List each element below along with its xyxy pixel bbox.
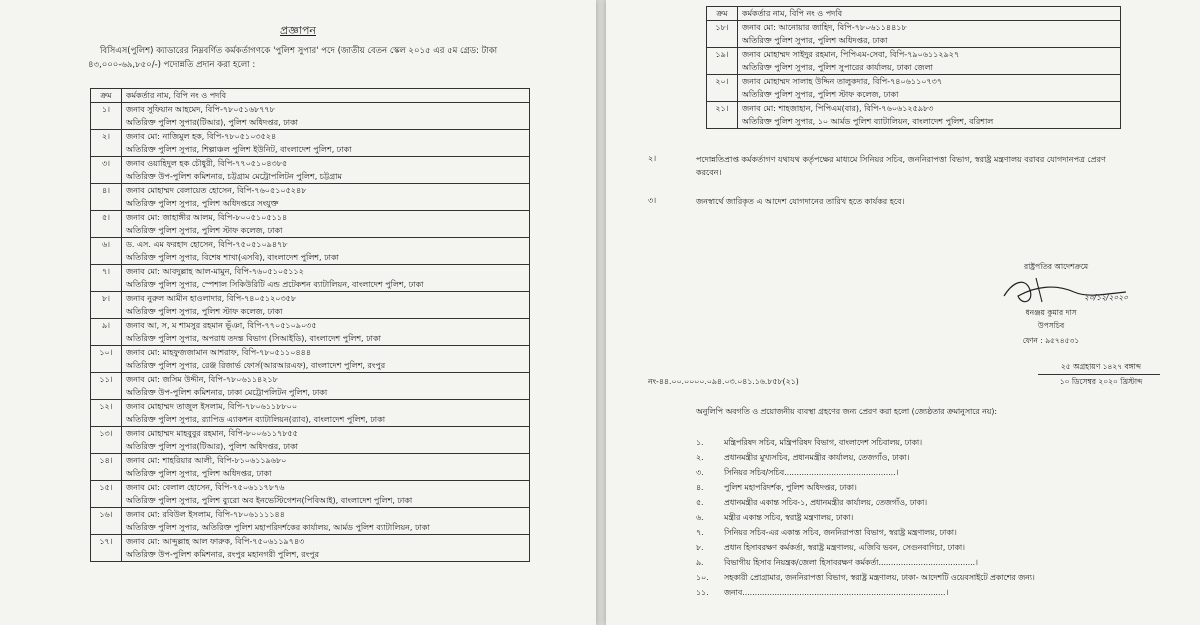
table-row xyxy=(707,75,1121,102)
officer-name: জনাব ওয়াহিদুল হক চৌধুরী, বিপি-৭৭০৫১০৪৩৮৫ xyxy=(126,159,288,168)
officer-post: অতিরিক্ত পুলিশ সুপার, অতিরিক্ত পুলিশ মহাপরিদর্শকের কার্যালয়, আর্মড পুলিশ ব্যাটালিয়ন, ঢাকা xyxy=(126,523,430,532)
officer-post: অতিরিক্ত পুলিশ সুপার, অপরাধ তদন্ত বিভাগ (সিআইডি), বাংলাদেশ পুলিশ, ঢাকা xyxy=(126,334,381,343)
copy-text: পুলিশ মহাপরিদর্শক, পুলিশ অধিদপ্তর, ঢাকা। xyxy=(724,483,857,492)
joining-paragraph: পদোন্নতিপ্রাপ্ত কর্মকর্তাগণ যথাযথ কর্তৃপক্ষের মাধ্যমে সিনিয়র সচিব, জননিরাপত্তা বিভাগ, স্বরাষ্ট্র মন্ত্রণালয় বরাবর যোগদানপত্র প্রেরণ করবেন। xyxy=(696,155,1106,177)
copy-text: জনাব..................................................................................। xyxy=(724,588,949,597)
officer-post: অতিরিক্ত পুলিশ সুপার, বিশেষ শাখা(এসবি), বাংলাদেশ পুলিশ, ঢাকা xyxy=(126,253,339,262)
officer-cell xyxy=(122,103,530,130)
serial-cell: ২। xyxy=(91,130,122,157)
copy-intro: অনুলিপি অবগতি ও প্রয়োজনীয় ব্যবস্থা গ্রহণের জন্য প্রেরণ করা হলো (জ্যেষ্ঠতার ক্রমানুসারে নয়): xyxy=(696,407,998,416)
officer-name: জনাব মো: বেলাল হোসেন, বিপি-৭৫০৬১১৭৮৭৬ xyxy=(126,483,285,492)
officer-post: অতিরিক্ত পুলিশ সুপার, শিল্পাঞ্চল পুলিশ ইউনিট, বাংলাদেশ পুলিশ, ঢাকা xyxy=(126,145,352,154)
table-row xyxy=(91,319,530,346)
serial-cell: ১৪। xyxy=(91,454,122,481)
phone-number: ফোন : ৯৫৭৪৫৩১ xyxy=(1022,336,1080,345)
copy-recipient xyxy=(696,437,922,450)
officer-cell xyxy=(122,211,530,238)
copy-number: ৭. xyxy=(696,528,704,537)
officer-cell xyxy=(122,184,530,211)
officer-name: জনাব মোহাম্মদ মাহবুবুর রহমান, বিপি-৮০০৬১১৭৮৫৫ xyxy=(126,429,298,438)
officer-cell xyxy=(738,75,1121,102)
serial-cell: ১২। xyxy=(91,400,122,427)
order-line: রাষ্ট্রপতির আদেশক্রমে xyxy=(1023,262,1089,271)
officer-cell xyxy=(122,130,530,157)
officer-post: অতিরিক্ত উপ-পুলিশ কমিশনার, রংপুর মহানগরী পুলিশ, রংপুর xyxy=(126,550,319,559)
copy-number: ১. xyxy=(696,438,704,447)
serial-cell: ১০। xyxy=(91,346,122,373)
copy-text: সিনিয়র সচিব/সচিব.............................................। xyxy=(724,468,899,477)
officer-name: জনাব নুরুল আমীন হাওলাদার, বিপি-৭৪০৫১২০৩৫৮ xyxy=(126,294,297,303)
officer-cell xyxy=(122,373,530,400)
serial-cell: ৯। xyxy=(91,319,122,346)
officer-name: জনাব মো: আনোয়ার জাহিদ, বিপি-৭৮০৬১১৪৪১৮ xyxy=(742,23,907,32)
table-header-row xyxy=(91,89,530,103)
serial-cell: ১৭। xyxy=(91,535,122,562)
officer-cell xyxy=(122,157,530,184)
page-title: প্রজ্ঞাপন xyxy=(280,24,316,37)
officer-name: জনাব মোহাম্মদ তাজুল ইসলাম, বিপি-৭৮০৬১১৮৮০০ xyxy=(126,402,298,411)
serial-cell: ১৬। xyxy=(91,508,122,535)
officer-post: অতিরিক্ত পুলিশ সুপার, পুলিশ অধিদপ্তর, ঢাকা xyxy=(742,36,888,45)
memo-number: নং-৪৪.০০.০০০০.০৯৪.০৩.০৪১.১৬.৮৫৮(২১) xyxy=(648,377,799,386)
officer-post: অতিরিক্ত পুলিশ সুপার, পুলিশ ব্যুরো অব ইনভেস্টিগেশন(পিবিআই), বাংলাদেশ পুলিশ, ঢাকা xyxy=(126,496,413,505)
serial-cell: ১। xyxy=(91,103,122,130)
copy-number: ৫. xyxy=(696,498,704,507)
officer-post: অতিরিক্ত পুলিশ সুপার, র‌্যাপিড এ্যাকশন ব্যাটালিয়ন(র‌্যাব), বাংলাদেশ পুলিশ, ঢাকা xyxy=(126,415,386,424)
officer-cell xyxy=(122,454,530,481)
officer-name: জনাব আ, স, ম শামসুর রহমান ভূঁঞা, বিপি-৭৭০৫১০৯০৩৫ xyxy=(126,321,317,330)
table-row xyxy=(91,427,530,454)
serial-cell: ২১। xyxy=(707,102,738,129)
serial-cell: ৫। xyxy=(91,211,122,238)
table-row xyxy=(91,265,530,292)
promotion-table-continued xyxy=(706,6,1121,129)
officer-post: অতিরিক্ত উপ-পুলিশ কমিশনার, ঢাকা মেট্রোপলিটন পুলিশ, ঢাকা xyxy=(126,388,328,397)
officer-post: অতিরিক্ত পুলিশ সুপার, পুলিশ স্টাফ কলেজ, ঢাকা xyxy=(742,90,899,99)
table-row xyxy=(707,21,1121,48)
officer-post: অতিরিক্ত পুলিশ সুপার, পুলিশ স্টাফ কলেজ, ঢাকা xyxy=(126,226,283,235)
signer-name: ধনঞ্জয় কুমার দাস xyxy=(1025,308,1077,317)
officer-header: কর্মকর্তার নাম, বিপি নং ও পদবি xyxy=(122,89,530,103)
serial-cell: ৪। xyxy=(91,184,122,211)
copy-recipient xyxy=(696,527,957,540)
copy-text: সিনিয়র সচিব-এর একান্ত সচিব, জননিরাপত্তা বিভাগ, স্বরাষ্ট্র মন্ত্রণালয়, ঢাকা। xyxy=(724,528,957,537)
document-page-right xyxy=(606,0,1200,625)
copy-text: সহকারী প্রোগ্রামার, জননিরাপত্তা বিভাগ, স্বরাষ্ট্র মন্ত্রণালয়, ঢাকা- আদেশটি ওয়েবসাইটে প্রকাশের জন্য। xyxy=(724,573,1035,582)
officer-name: জনাব মো: জাহাঙ্গীর আলম, বিপি-৮০০৫১০৫১১৪ xyxy=(126,213,288,222)
officer-cell xyxy=(122,481,530,508)
serial-cell: ৬। xyxy=(91,238,122,265)
officer-name: জনাব মো: শাহজাহান, পিপিএম(বার), বিপি-৭৬০৬১২৫৯৮৩ xyxy=(742,104,934,113)
paragraph-number: ৩। xyxy=(648,196,657,205)
officer-cell xyxy=(122,427,530,454)
officer-post: অতিরিক্ত উপ-পুলিশ কমিশনার, চট্টগ্রাম মেট্রোপলিটন পুলিশ, চট্টগ্রাম xyxy=(126,172,342,181)
officer-name: জনাব মো: জসিম উদ্দীন, বিপি-৭৮০৬১১৪২১৮ xyxy=(126,375,278,384)
copy-number: ৮. xyxy=(696,543,704,552)
table-row xyxy=(91,130,530,157)
copy-recipient xyxy=(696,572,1035,585)
table-row xyxy=(91,103,530,130)
signature-mark xyxy=(996,272,1146,312)
officer-name: ড. এস. এম ফরহাদ হোসেন, বিপি-৭৫০৫১০৯৪৭৮ xyxy=(126,240,288,249)
table-row xyxy=(707,102,1121,129)
serial-cell: ১১। xyxy=(91,373,122,400)
serial-cell: ৩। xyxy=(91,157,122,184)
officer-cell xyxy=(122,346,530,373)
paragraph-number: ২। xyxy=(648,154,657,163)
officer-name: জনাব মো: আব্দুল্লাহ আল ফারুক, বিপি-৭৫০৬১১৯৭৪৩ xyxy=(126,537,305,546)
copy-text: প্রধান হিসাবরক্ষণ কর্মকর্তা, স্বরাষ্ট্র মন্ত্রণালয়, এজিবি ভবন, সেগুনবাগিচা, ঢাকা। xyxy=(724,543,965,552)
table-row xyxy=(91,535,530,562)
copy-recipient xyxy=(696,497,927,510)
officer-cell xyxy=(738,21,1121,48)
serial-cell: ১৩। xyxy=(91,427,122,454)
serial-cell: ২০। xyxy=(707,75,738,102)
date-divider xyxy=(1038,374,1160,375)
table-row xyxy=(91,454,530,481)
intro-paragraph: বিসিএস(পুলিশ) ক্যাডারের নিম্নবর্ণিত কর্মকর্তাগণকে 'পুলিশ সুপার' পদে (জাতীয় বেতন স্কেল ২০১৫ এর ৫ম গ্রেড: টাকা ৪৩,০০০-৬৯,৮৫০/-) পদোন্নতি প্রদান করা হলো : xyxy=(88,46,498,70)
officer-name: জনাব মো: রবিউল ইসলাম, বিপি-৭৮০৬১১১১৪৪ xyxy=(126,510,285,519)
copy-number: ৪. xyxy=(696,483,704,492)
officer-post: অতিরিক্ত পুলিশ সুপার(টিআর), পুলিশ অধিদপ্তর, ঢাকা xyxy=(126,442,299,451)
officer-cell xyxy=(122,238,530,265)
serial-cell: ৭। xyxy=(91,265,122,292)
officer-name: জনাব মো: আবদুল্লাহ আল-মামুন, বিপি-৭৬০৫১০৫১১২ xyxy=(126,267,304,276)
officer-cell xyxy=(738,102,1121,129)
officer-name: জনাব মোহাম্মদ সাইদুর রহমান, পিপিএম-সেবা, বিপি-৭৯০৬১১২৯২৭ xyxy=(742,50,960,59)
copy-recipient xyxy=(696,482,857,495)
officer-cell xyxy=(738,48,1121,75)
serial-cell: ১৮। xyxy=(707,21,738,48)
table-row xyxy=(91,211,530,238)
table-row xyxy=(707,48,1121,75)
table-row xyxy=(91,508,530,535)
officer-post: অতিরিক্ত পুলিশ সুপার, পুলিশ অধিদপ্তরে সংযুক্ত xyxy=(126,199,279,208)
officer-cell xyxy=(122,508,530,535)
officer-post: অতিরিক্ত পুলিশ সুপার, পুলিশ স্টাফ কলেজ, ঢাকা xyxy=(126,307,283,316)
officer-post: অতিরিক্ত পুলিশ সুপার, রেঞ্জ রিজার্ভ ফোর্স(আরআরএফ), বাংলাদেশ পুলিশ, রংপুর xyxy=(126,361,386,370)
signer-title: উপসচিব xyxy=(1037,321,1065,330)
serial-cell: ১৯। xyxy=(707,48,738,75)
serial-header: ক্রম xyxy=(707,7,738,21)
officer-post: অতিরিক্ত পুলিশ সুপার, পুলিশ অধিদপ্তর, ঢাকা xyxy=(126,469,272,478)
promotion-table xyxy=(90,88,530,562)
copy-recipient xyxy=(696,512,853,525)
copy-number: ১১. xyxy=(696,588,709,597)
serial-cell: ১৫। xyxy=(91,481,122,508)
copy-number: ৩. xyxy=(696,468,704,477)
copy-recipient xyxy=(696,557,978,570)
copy-text: প্রধানমন্ত্রীর একান্ত সচিব-১, প্রধানমন্ত্রীর কার্যালয়, তেজগাঁও, ঢাকা। xyxy=(724,498,928,507)
officer-name: জনাব মো: শাহরিয়ার আলী, বিপি-৮১০৬১১৯৬৮০ xyxy=(126,456,287,465)
table-header-row xyxy=(707,7,1121,21)
officer-name: জনাব মো: মাহফুজজামান আশরাফ, বিপি-৭৮০৫১১০৪৪৪ xyxy=(126,348,312,357)
officer-cell xyxy=(122,400,530,427)
officer-cell xyxy=(122,265,530,292)
copy-recipient xyxy=(696,452,909,465)
officer-name: জনাব সুফিয়ান আহমেদ, বিপি-৭৮০৫১৬৮৭৭৮ xyxy=(126,105,275,114)
table-row xyxy=(91,346,530,373)
document-page-left xyxy=(0,0,596,625)
table-row xyxy=(91,238,530,265)
effective-paragraph: জনস্বার্থে জারিকৃত এ আদেশ যোগদানের তারিখ হতে কার্যকর হবে। xyxy=(696,197,905,206)
officer-name: জনাব মোহাম্মদ বেলায়েত হোসেন, বিপি-৭৬০৫১০৫২৪৮ xyxy=(126,186,307,195)
copy-number: ৬. xyxy=(696,513,704,522)
table-row xyxy=(91,373,530,400)
copy-recipient xyxy=(696,467,898,480)
copy-number: ১০. xyxy=(696,573,709,582)
table-row xyxy=(91,184,530,211)
table-row xyxy=(91,400,530,427)
serial-header: ক্রম xyxy=(91,89,122,103)
officer-header: কর্মকর্তার নাম, বিপি নং ও পদবি xyxy=(738,7,1121,21)
officer-name: জনাব মোহাম্মদ সালাহ উদ্দিন তালুকদার, বিপি-৭৪০৬১১০৭৩৭ xyxy=(742,77,943,86)
copy-recipient xyxy=(696,542,965,555)
table-row xyxy=(91,481,530,508)
date-bangla: ২৫ অগ্রহায়ণ ১৪২৭ বঙ্গাব্দ xyxy=(1060,362,1142,371)
copy-text: মন্ত্রীর একান্ত সচিব, স্বরাষ্ট্র মন্ত্রণালয়, ঢাকা। xyxy=(724,513,854,522)
date-english: ১০ ডিসেম্বর ২০২০ খ্রিস্টাব্দ xyxy=(1059,377,1143,386)
copy-number: ৯. xyxy=(696,558,704,567)
copy-recipient xyxy=(696,587,948,600)
signature-date: ২০/১২/২০২০ xyxy=(1083,293,1129,302)
officer-post: অতিরিক্ত পুলিশ সুপার(টিআর), পুলিশ অধিদপ্তর, ঢাকা xyxy=(126,118,299,127)
copy-text: প্রধানমন্ত্রীর মুখ্যসচিব, প্রধানমন্ত্রীর কার্যালয়, তেজগাঁও, ঢাকা। xyxy=(724,453,910,462)
officer-post: অতিরিক্ত পুলিশ সুপার, পুলিশ সুপারের কার্যালয়, ঢাকা জেলা xyxy=(742,63,933,72)
officer-cell xyxy=(122,292,530,319)
officer-cell xyxy=(122,319,530,346)
table-row xyxy=(91,157,530,184)
serial-cell: ৮। xyxy=(91,292,122,319)
officer-post: অতিরিক্ত পুলিশ সুপার, ১০ আর্মড পুলিশ ব্যাটালিয়ন, বাংলাদেশ পুলিশ, বরিশাল xyxy=(742,117,994,126)
copy-text: মন্ত্রিপরিষদ সচিব, মন্ত্রিপরিষদ বিভাগ, বাংলাদেশ সচিবালয়, ঢাকা। xyxy=(724,438,922,447)
officer-cell xyxy=(122,535,530,562)
copy-text: বিভাগীয় হিসাব নিয়ন্ত্রক/জেলা হিসাবরক্ষণ কর্মকর্তা.......................................। xyxy=(724,558,978,567)
officer-post: অতিরিক্ত পুলিশ সুপার, স্পেশাল সিকিউরিটি এন্ড প্রটেকশন ব্যাটালিয়ন, বাংলাদেশ পুলিশ, ঢাকা xyxy=(126,280,424,289)
copy-number: ২. xyxy=(696,453,704,462)
table-row xyxy=(91,292,530,319)
officer-name: জনাব মো: নাজিমুল হক, বিপি-৭৮০৫১০৩৫২৪ xyxy=(126,132,277,141)
